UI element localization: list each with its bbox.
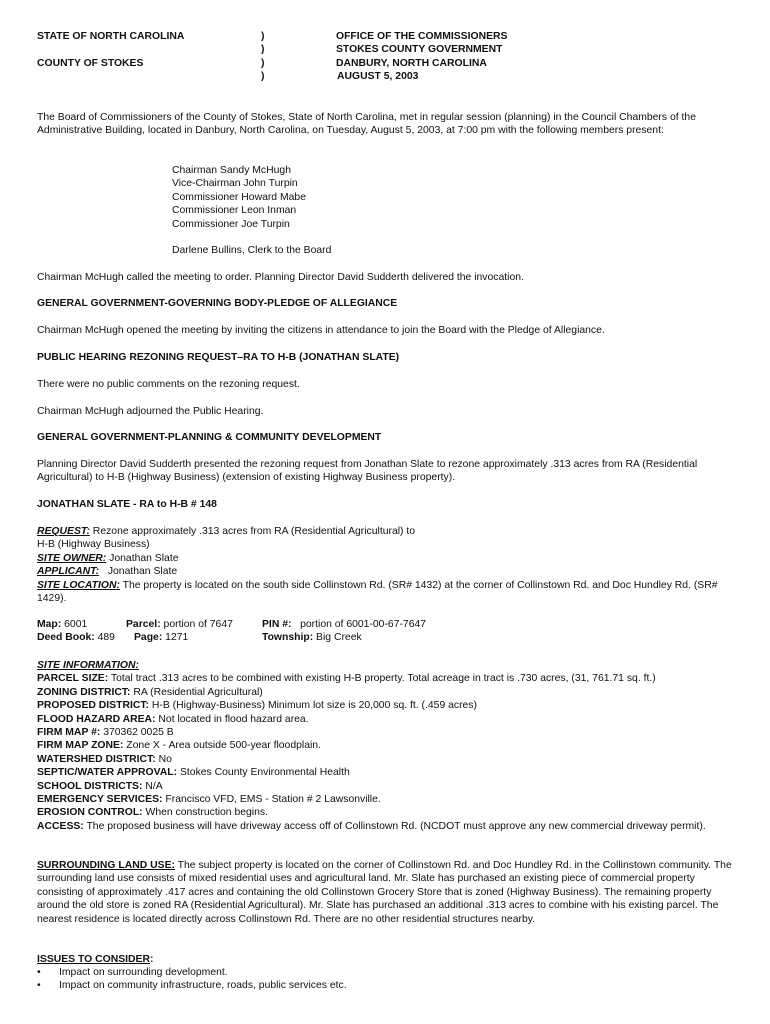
township-field	[262, 631, 362, 644]
header-office-line: STOKES COUNTY GOVERNMENT	[336, 44, 503, 56]
parcel-row-2	[37, 631, 537, 644]
request-line	[37, 525, 737, 538]
township-label: Township:	[262, 632, 314, 644]
bullet-icon: •	[37, 967, 41, 978]
clerk-line: Darlene Bullins, Clerk to the Board	[172, 245, 332, 256]
site-info-label: SEPTIC/WATER APPROVAL:	[37, 767, 178, 779]
header-paren: )	[261, 44, 265, 56]
issue-item	[37, 966, 637, 979]
parcel-value: portion of 7647	[160, 619, 233, 630]
map-label: Map:	[37, 619, 62, 630]
page-value: 1271	[162, 632, 189, 644]
site-info-item	[37, 726, 737, 739]
header-office-line: AUGUST 5, 2003	[337, 71, 419, 83]
hearing-heading: PUBLIC HEARING REZONING REQUEST–RA TO H-B (JONATHAN SLATE)	[37, 352, 400, 363]
member-item: Commissioner Howard Mabe	[172, 191, 306, 203]
applicant-line	[37, 565, 737, 578]
header-paren: )	[261, 71, 265, 83]
site-info-item	[37, 686, 737, 699]
site-info-item	[37, 713, 737, 726]
pin-label: PIN #:	[262, 619, 292, 630]
site-info-item	[37, 699, 737, 712]
header-office-line: DANBURY, NORTH CAROLINA	[336, 57, 487, 69]
issue-item	[37, 979, 637, 992]
surrounding-land-use-paragraph	[37, 859, 737, 926]
site-info-text: 370362 0025 B	[100, 726, 174, 738]
site-info-text: When construction begins.	[142, 807, 268, 819]
request-text: Rezone approximately .313 acres from RA (Residential Agricultural) to	[89, 526, 416, 537]
site-owner-text: Jonathan Slate	[106, 552, 179, 564]
site-info-item	[37, 806, 737, 819]
site-info-text: Zone X - Area outside 500-year floodplain.	[123, 740, 321, 752]
site-info-label: PARCEL SIZE:	[37, 673, 109, 685]
site-info-item	[37, 780, 737, 793]
member-item: Vice-Chairman John Turpin	[172, 178, 298, 190]
site-information-block	[37, 659, 737, 833]
adjourned-paragraph: Chairman McHugh adjourned the Public Hearing.	[37, 406, 264, 417]
site-location-text: The property is located on the south side Collinstown Rd. (SR# 1432) at the corner of Collinstown Rd. and Doc Hundley Rd. (SR# 1429).	[37, 579, 718, 604]
pledge-heading: GENERAL GOVERNMENT-GOVERNING BODY-PLEDGE OF ALLEGIANCE	[37, 298, 398, 309]
site-owner-line	[37, 552, 737, 565]
member-item: Commissioner Joe Turpin	[172, 218, 290, 230]
header-paren: )	[261, 57, 265, 69]
called-to-order-paragraph: Chairman McHugh called the meeting to order. Planning Director David Sudderth delivered the invocation.	[37, 272, 524, 283]
issues-heading	[37, 953, 737, 966]
issue-text: Impact on community infrastructure, roads, public services etc.	[59, 980, 347, 992]
header-state: STATE OF NORTH CAROLINA	[37, 31, 185, 42]
site-information-heading: SITE INFORMATION:	[37, 660, 139, 671]
parcel-row-1	[37, 618, 537, 631]
site-info-text: N/A	[142, 780, 163, 792]
site-info-item	[37, 820, 737, 833]
site-info-label: WATERSHED DISTRICT:	[37, 753, 156, 765]
no-comments-paragraph: There were no public comments on the rezoning request.	[37, 379, 300, 390]
site-info-text: Francisco VFD, EMS - Station # 2 Lawsonville.	[162, 793, 381, 805]
surrounding-text: The subject property is located on the corner of Collinstown Rd. and Doc Hundley Rd. in the Collinstown community. The surrounding land use consists of mixed residential uses and agricultural land. Mr. Slate has purchased an existing piece of commercial property consisting of approximately .417 acres and containing the old Collinstown Grocery Store that is zoned (Highway Business). The remaining property around the old store is zoned RA (Residential Agricultural). Mr. Slate has purchased an additional .313 acres to combine with his existing parcel. The nearest residence is located directly across Collinstown Rd. There are no other residential structures nearby.	[37, 860, 732, 925]
site-info-item	[37, 766, 737, 779]
page-label: Page:	[134, 632, 163, 644]
site-info-label: FIRM MAP ZONE:	[37, 740, 124, 752]
site-info-text: Stokes County Environmental Health	[177, 767, 350, 779]
pledge-paragraph: Chairman McHugh opened the meeting by inviting the citizens in attendance to join the Board with the Pledge of Allegiance.	[37, 325, 605, 336]
case-heading: JONATHAN SLATE - RA to H-B # 148	[37, 499, 217, 510]
map-field	[37, 618, 87, 631]
site-info-label: PROPOSED DISTRICT:	[37, 700, 149, 712]
parcel-table	[37, 618, 537, 645]
site-info-label: FIRM MAP #:	[37, 726, 101, 738]
page-field	[134, 631, 188, 644]
site-info-label: EMERGENCY SERVICES:	[37, 793, 163, 805]
member-item: Commissioner Leon Inman	[172, 205, 297, 217]
site-location-label: SITE LOCATION:	[37, 579, 120, 591]
site-info-item	[37, 739, 737, 752]
presented-paragraph: Planning Director David Sudderth presented the rezoning request from Jonathan Slate to rezone approximately .313 acres from RA (Residential Agricultural) to H-B (Highway Business) (extension of existing Highway Business property).	[37, 459, 698, 484]
deed-book-label: Deed Book:	[37, 632, 95, 644]
township-value: Big Creek	[313, 632, 362, 644]
site-info-item	[37, 672, 737, 685]
issues-heading-text: ISSUES TO CONSIDER	[37, 954, 150, 965]
parcel-label: Parcel:	[126, 619, 161, 630]
applicant-label: APPLICANT:	[37, 566, 100, 578]
header-office-line: OFFICE OF THE COMMISSIONERS	[336, 31, 508, 42]
header-parens	[261, 30, 271, 84]
site-info-text: The proposed business will have driveway access off of Collinstown Rd. (NCDOT must approve any new commercial driveway permit).	[83, 820, 706, 832]
pin-value: portion of 6001-00-67-7647	[291, 619, 427, 630]
members-list	[172, 164, 306, 231]
header-county: COUNTY OF STOKES	[37, 58, 144, 69]
issue-text: Impact on surrounding development.	[59, 967, 228, 978]
parcel-field	[126, 618, 233, 631]
site-info-text: No	[155, 753, 172, 765]
request-label: REQUEST:	[37, 526, 90, 537]
site-info-label: SCHOOL DISTRICTS:	[37, 780, 143, 792]
site-info-text: RA (Residential Agricultural)	[130, 686, 263, 698]
request-line-2: H-B (Highway Business)	[37, 539, 150, 551]
intro-paragraph: The Board of Commissioners of the County of Stokes, State of North Carolina, met in regular session (planning) in the Council Chambers of the Administrative Building, located in Danbury, North Carolina, on Tuesday, August 5, 2003, at 7:00 pm with the following members present:	[37, 112, 696, 137]
site-info-text: Not located in flood hazard area.	[155, 713, 309, 725]
member-item: Chairman Sandy McHugh	[172, 165, 291, 176]
site-info-label: ZONING DISTRICT:	[37, 686, 131, 698]
site-info-label: FLOOD HAZARD AREA:	[37, 713, 156, 725]
deed-book-value: 489	[94, 632, 115, 644]
site-info-text: H-B (Highway-Business) Minimum lot size is 20,000 sq. ft. (.459 acres)	[149, 700, 477, 712]
header-office-block	[336, 30, 507, 84]
site-info-label: ACCESS:	[37, 820, 84, 832]
site-info-label: EROSION CONTROL:	[37, 807, 143, 819]
site-info-item	[37, 753, 737, 766]
map-value: 6001	[61, 619, 88, 630]
issues-list	[37, 966, 637, 993]
site-info-text: Total tract .313 acres to be combined with existing H-B property. Total acreage in tract is .730 acres, (31, 761.71 sq. ft.)	[108, 673, 656, 685]
surrounding-label: SURROUNDING LAND USE:	[37, 860, 175, 871]
site-info-item	[37, 793, 737, 806]
issues-heading-colon: :	[149, 954, 154, 965]
site-location-line	[37, 579, 737, 606]
bullet-icon: •	[37, 980, 41, 992]
applicant-text: Jonathan Slate	[99, 566, 178, 578]
pin-field	[262, 618, 426, 631]
planning-heading: GENERAL GOVERNMENT-PLANNING & COMMUNITY DEVELOPMENT	[37, 432, 382, 443]
request-block	[37, 525, 737, 605]
header-paren: )	[261, 31, 265, 42]
site-owner-label: SITE OWNER:	[37, 552, 107, 564]
deed-book-field	[37, 631, 115, 644]
